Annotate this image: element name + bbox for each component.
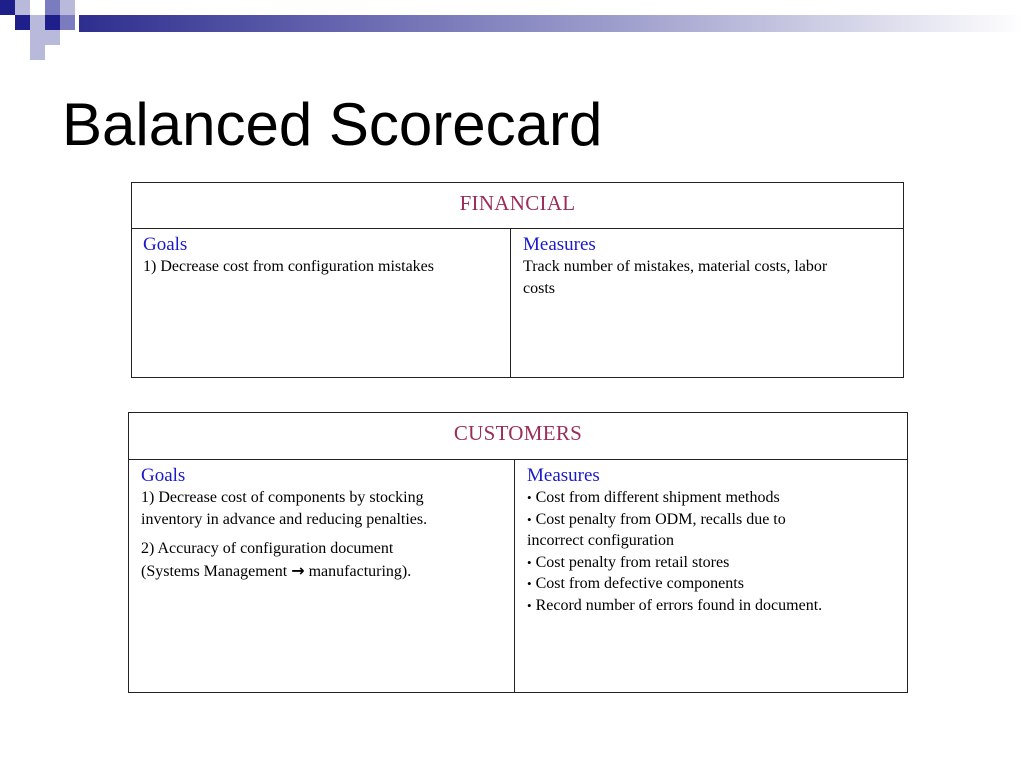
measure-text: Cost from different shipment methods: [535, 489, 780, 506]
financial-header-label: FINANCIAL: [459, 191, 576, 215]
customers-goal-line: 2) Accuracy of configuration document: [141, 540, 394, 557]
financial-goals-cell: [143, 234, 505, 278]
spacer: [141, 530, 509, 538]
decor-square: [60, 15, 75, 30]
customers-measures-list: [527, 487, 902, 616]
customers-measures-heading: Measures: [527, 465, 600, 486]
measure-text: Cost from defective components: [535, 575, 744, 592]
measure-text: Record number of errors found in document.: [535, 596, 823, 614]
customers-goal-line: [141, 560, 509, 583]
header-gradient-bar: [79, 15, 1024, 32]
financial-goals-line: 1) Decrease cost from configuration mistakes: [143, 258, 435, 275]
measure-text: Cost penalty from ODM, recalls due to: [535, 510, 786, 528]
financial-measures-line: Track number of mistakes, material costs, labor: [523, 258, 828, 275]
customers-goal-text: (Systems Management: [141, 562, 288, 580]
decor-square: [45, 15, 60, 30]
customers-header: [129, 413, 907, 460]
financial-goals-heading: Goals: [143, 234, 188, 255]
decor-square: [0, 0, 15, 15]
decor-square: [60, 0, 75, 15]
customers-goal-line: inventory in advance and reducing penalties.: [141, 510, 428, 528]
decor-square: [45, 30, 60, 45]
decor-square: [30, 15, 45, 30]
right-arrow-icon: →: [291, 560, 305, 580]
header-decoration: [0, 0, 1024, 64]
customers-goals-cell: [141, 465, 509, 582]
decor-square: [30, 45, 45, 60]
financial-measures-heading: Measures: [523, 234, 596, 255]
bullet-icon: •: [527, 554, 532, 570]
customers-header-label: CUSTOMERS: [453, 421, 583, 445]
customers-measures-cell: [527, 465, 902, 616]
slide-title: Balanced Scorecard: [62, 91, 603, 158]
bullet-icon: •: [527, 490, 532, 505]
list-item: [527, 573, 902, 595]
measure-text-continuation: incorrect configuration: [527, 532, 675, 549]
bullet-icon: •: [527, 576, 532, 591]
measure-text: Cost penalty from retail stores: [535, 553, 730, 571]
customers-goal-line: 1) Decrease cost of components by stocking: [141, 489, 424, 506]
decor-square: [15, 15, 30, 30]
financial-measures-line: costs: [523, 279, 555, 297]
customers-section: [128, 412, 908, 693]
decor-square: [30, 30, 45, 45]
customers-goal-text: manufacturing).: [308, 562, 412, 580]
financial-column-divider: [510, 228, 511, 377]
list-item: [527, 552, 902, 574]
customers-goals-heading: Goals: [141, 465, 186, 486]
decor-square: [15, 0, 30, 15]
financial-section: [131, 182, 904, 378]
financial-measures-cell: [523, 234, 898, 299]
list-item: [527, 595, 902, 617]
decor-square: [45, 0, 60, 15]
list-item: [527, 509, 902, 552]
bullet-icon: •: [527, 511, 532, 527]
bullet-icon: •: [527, 597, 532, 613]
customers-column-divider: [514, 459, 515, 692]
list-item: [527, 487, 902, 509]
financial-header: [132, 183, 903, 229]
